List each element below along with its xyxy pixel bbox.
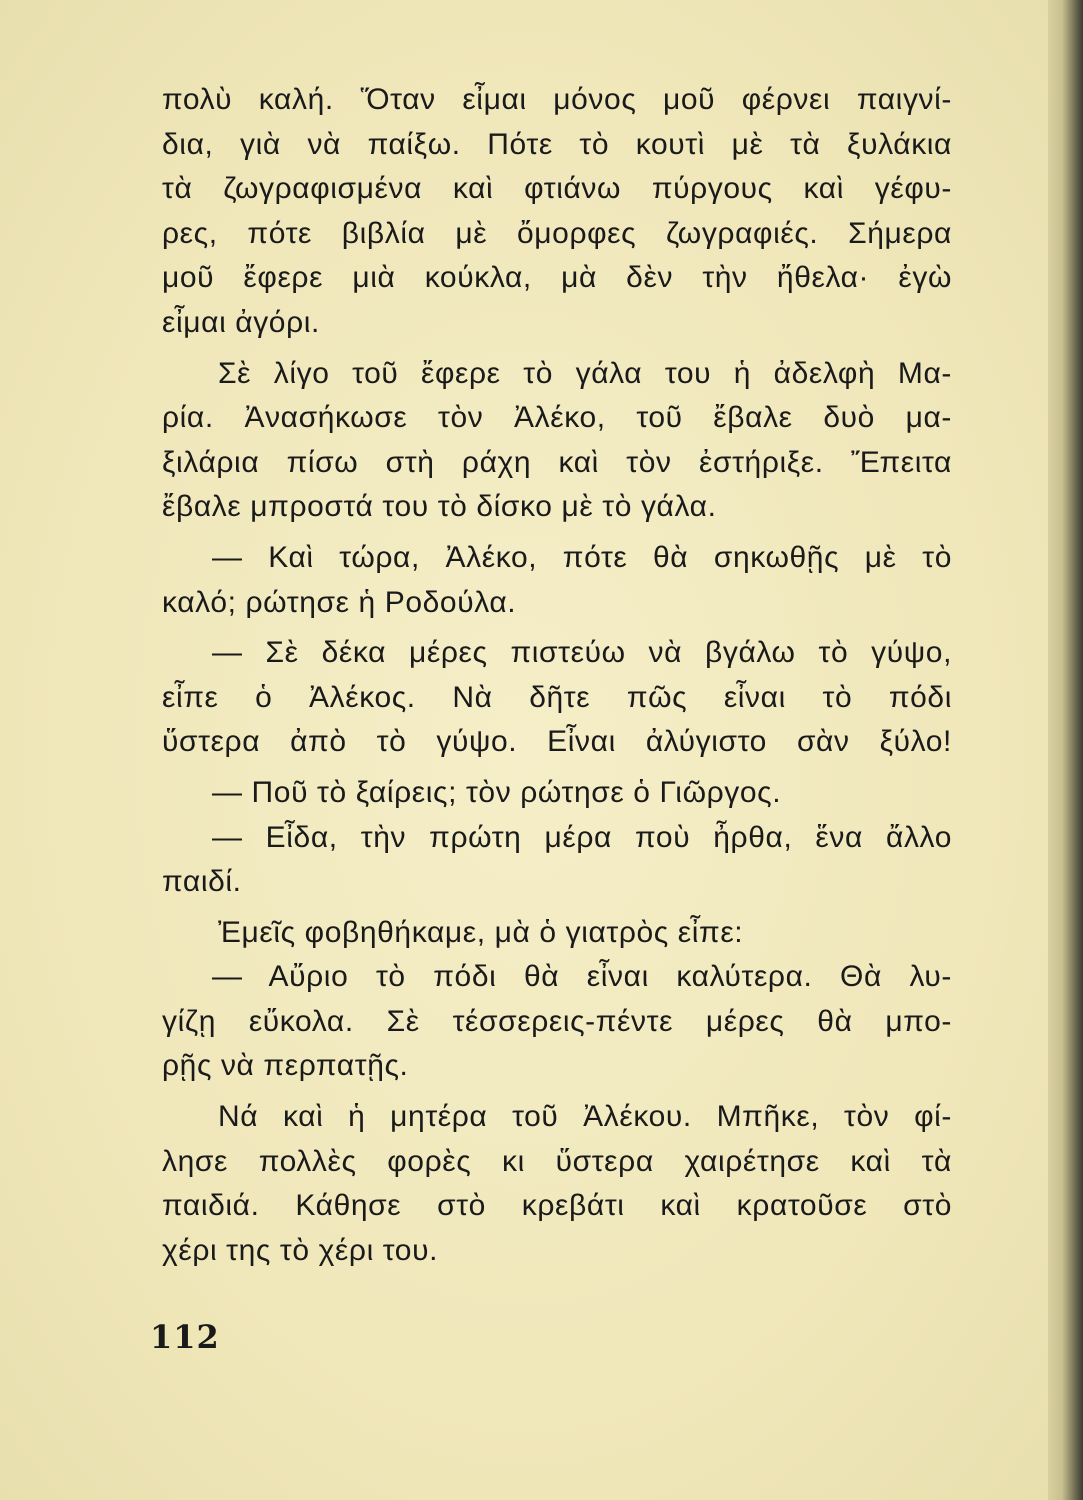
text-line: ρία. Ἀνασήκωσε τὸν Ἀλέκο, τοῦ ἔβαλε δυὸ μα- (162, 401, 952, 435)
dialogue-line: — Αὔριο τὸ πόδι θὰ εἶναι καλύτερα. Θὰ λυ- (212, 960, 952, 994)
dialogue-line: — Ποῦ τὸ ξαίρεις; τὸν ρώτησε ὁ Γιῶργος. (212, 775, 782, 809)
text-line: χέρι της τὸ χέρι του. (162, 1233, 439, 1267)
text-line: καλό; ρώτησε ἡ Ροδούλα. (162, 585, 517, 619)
body-text (162, 78, 952, 1273)
text-line: λησε πολλὲς φορὲς κι ὕστερα χαιρέτησε καὶ τὰ (162, 1144, 952, 1178)
text-line: ὕστερα ἀπὸ τὸ γύψο. Εἶναι ἀλύγιστο σὰν ξύλο! (162, 725, 952, 759)
text-line: πολὺ καλή. Ὅταν εἶμαι μόνος μοῦ φέρνει παιγνί- (162, 83, 952, 116)
text-line: εἶπε ὁ Ἀλέκος. Νὰ δῆτε πῶς εἶναι τὸ πόδι (162, 680, 952, 714)
page-edge (1048, 0, 1083, 1500)
text-line: Νά καὶ ἡ μητέρα τοῦ Ἀλέκου. Μπῆκε, τὸν φί- (218, 1100, 952, 1134)
text-line: ἔβαλε μπροστά του τὸ δίσκο μὲ τὸ γάλα. (162, 490, 717, 524)
text-line: εἶμαι ἀγόρι. (162, 305, 320, 339)
text-line: παιδιά. Κάθησε στὸ κρεβάτι καὶ κρατοῦσε στὸ (162, 1189, 952, 1223)
text-line: ξιλάρια πίσω στὴ ράχη καὶ τὸν ἐστήριξε. Ἔπειτα (162, 445, 952, 479)
text-line: Ἐμεῖς φοβηθήκαμε, μὰ ὁ γιατρὸς εἶπε: (218, 915, 744, 949)
dialogue-line: — Εἶδα, τὴν πρώτη μέρα ποὺ ἦρθα, ἕνα ἄλλο (212, 820, 952, 854)
text-line: τὰ ζωγραφισμένα καὶ φτιάνω πύργους καὶ γέφυ- (162, 172, 952, 206)
page-number: 112 (150, 1318, 220, 1356)
text-line: ρες, πότε βιβλία μὲ ὄμορφες ζωγραφιές. Σήμερα (162, 216, 952, 250)
dialogue-line: — Σὲ δέκα μέρες πιστεύω νὰ βγάλω τὸ γύψο, (212, 636, 952, 670)
text-line: Σὲ λίγο τοῦ ἔφερε τὸ γάλα του ἡ ἀδελφὴ Μα- (218, 356, 952, 390)
dialogue-line: — Καὶ τώρα, Ἀλέκο, πότε θὰ σηκωθῇς μὲ τὸ (212, 540, 952, 574)
text-line: παιδί. (162, 865, 242, 899)
text-line: ρῇς νὰ περπατῇς. (162, 1049, 409, 1083)
text-line: γίζῃ εὔκολα. Σὲ τέσσερεις-πέντε μέρες θὰ μπο- (162, 1004, 952, 1038)
text-line: δια, γιὰ νὰ παίξω. Πότε τὸ κουτὶ μὲ τὰ ξυλάκια (162, 127, 952, 161)
text-line: μοῦ ἔφερε μιὰ κούκλα, μὰ δὲν τὴν ἤθελα· ἐγὼ (162, 261, 952, 295)
